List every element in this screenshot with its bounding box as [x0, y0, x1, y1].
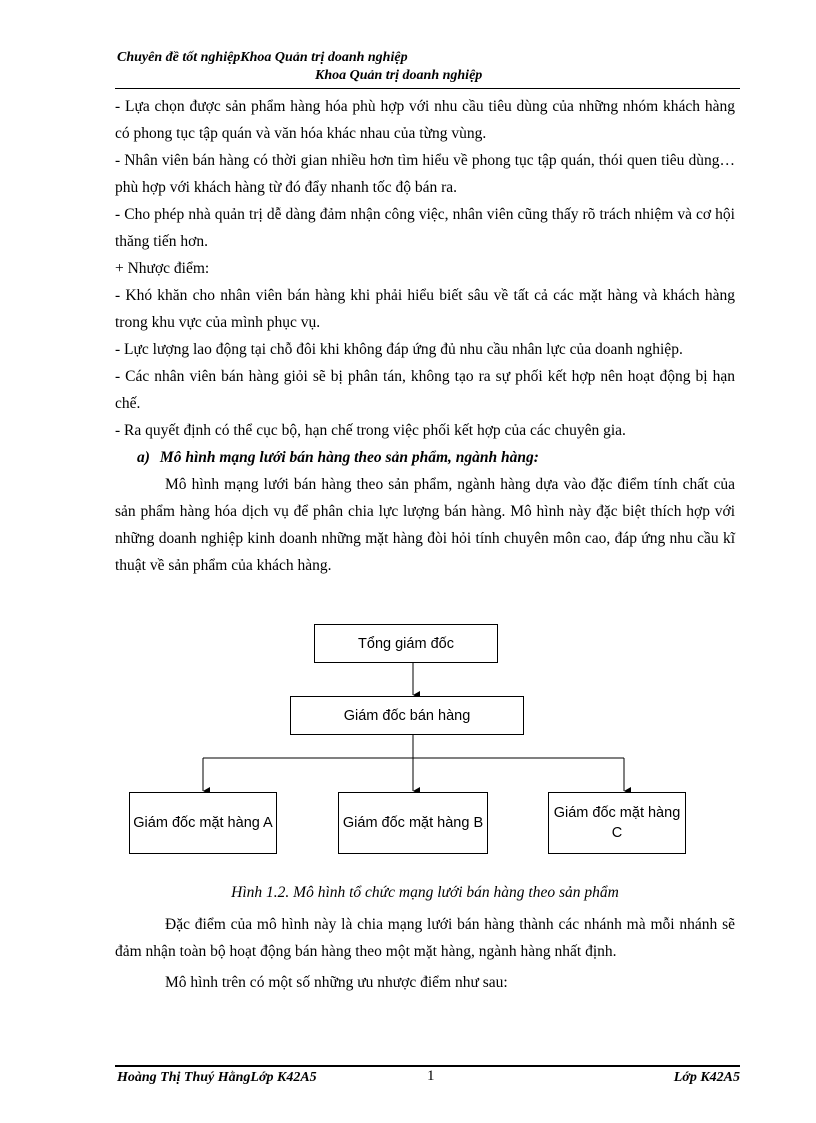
paragraph: Đặc điểm của mô hình này là chia mạng lưới bán hàng thành các nhánh mà mỗi nhánh sẽ đảm nhận toàn bộ hoạt động bán hàng theo một mặt hàng, ngành hàng nhất định. — [115, 916, 735, 960]
section-label: a) — [137, 449, 150, 466]
org-node-leaf-b: Giám đốc mặt hàng B — [338, 792, 488, 854]
paragraph: - Nhân viên bán hàng có thời gian nhiều hơn tìm hiểu về phong tục tập quán, thói quen tiêu dùng…phù hợp với khách hàng từ đó đẩy nhanh tốc độ bán ra. — [115, 152, 735, 196]
page-number: 1 — [427, 1068, 435, 1084]
org-node-middle: Giám đốc bán hàng — [290, 696, 524, 735]
header-line-1: Chuyên đề tốt nghiệpKhoa Quản trị doanh nghiệp — [117, 50, 408, 65]
paragraph: - Lực lượng lao động tại chỗ đôi khi không đáp ứng đủ nhu cầu nhân lực của doanh nghiệp. — [115, 341, 683, 358]
footer-divider — [115, 1065, 740, 1067]
body-text-2 — [115, 911, 735, 996]
org-node-top: Tổng giám đốc — [314, 624, 498, 663]
paragraph: Mô hình trên có một số những ưu nhược điểm như sau: — [165, 974, 508, 991]
paragraph: - Khó khăn cho nhân viên bán hàng khi phải hiểu biết sâu về tất cả các mặt hàng và khách hàng trong khu vực của mình phục vụ. — [115, 287, 735, 331]
header-line-2: Khoa Quản trị doanh nghiệp — [315, 68, 483, 83]
paragraph: - Ra quyết định có thể cục bộ, hạn chế trong việc phối kết hợp của các chuyên gia. — [115, 422, 626, 439]
body-text — [115, 93, 735, 579]
footer-author: Hoàng Thị Thuý HằngLớp K42A5 — [117, 1070, 317, 1085]
org-node-leaf-c: Giám đốc mặt hàng C — [548, 792, 686, 854]
org-node-leaf-a: Giám đốc mặt hàng A — [129, 792, 277, 854]
section-title: Mô hình mạng lưới bán hàng theo sản phẩm, ngành hàng: — [159, 449, 539, 466]
paragraph: - Các nhân viên bán hàng giỏi sẽ bị phân tán, không tạo ra sự phối kết hợp nên hoạt động bị hạn chế. — [115, 368, 735, 412]
header-divider — [115, 88, 740, 89]
paragraph: - Lựa chọn được sản phẩm hàng hóa phù hợp với nhu cầu tiêu dùng của những nhóm khách hàng có phong tục tập quán và văn hóa khác nhau của từng vùng. — [115, 98, 735, 142]
footer-class: Lớp K42A5 — [673, 1070, 740, 1085]
section-heading — [115, 444, 735, 471]
figure-caption: Hình 1.2. Mô hình tổ chức mạng lưới bán hàng theo sản phẩm — [231, 884, 619, 901]
paragraph: + Nhược điểm: — [115, 260, 210, 277]
paragraph: Mô hình mạng lưới bán hàng theo sản phẩm, ngành hàng dựa vào đặc điểm tính chất của sản phẩm hàng hóa dịch vụ để phân chia lực lượng bán hàng. Mô hình này đặc biệt thích hợp với những doanh nghiệp kinh doanh những mặt hàng đòi hỏi tính chuyên môn cao, đáp ứng nhu cầu kĩ thuật về sản phẩm của khách hàng. — [115, 476, 735, 574]
paragraph: - Cho phép nhà quản trị dễ dàng đảm nhận công việc, nhân viên cũng thấy rõ trách nhiệm và cơ hội thăng tiến hơn. — [115, 206, 735, 250]
